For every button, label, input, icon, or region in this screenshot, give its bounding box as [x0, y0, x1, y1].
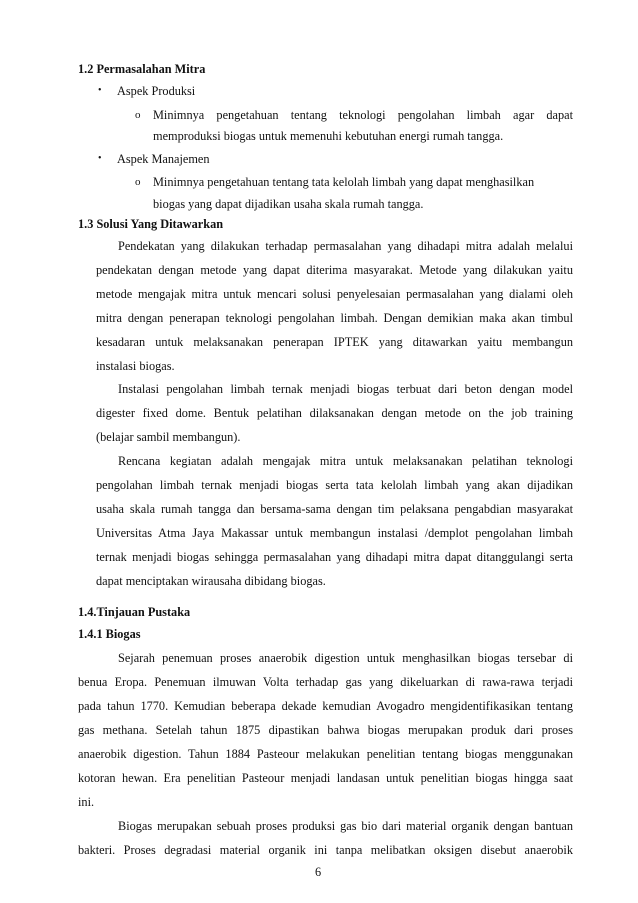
- paragraph-line: ini.: [78, 795, 95, 809]
- section-heading-1-3: 1.3 Solusi Yang Ditawarkan: [78, 217, 224, 231]
- paragraph-line: Biogas merupakan sebuah proses produksi gas bio dari material organik dengan bantuan: [118, 819, 573, 833]
- paragraph-line: kesadaran untuk melaksanakan penerapan IPTEK yang ditawarkan yaitu membangun: [96, 335, 573, 349]
- bullet-marker: •: [98, 85, 102, 96]
- paragraph-line: pengolahan limbah ternak menjadi biogas serta tata kelolah limbah yang akan dijadikan: [96, 478, 573, 492]
- paragraph-line: kotoran hewan. Era penelitian Pasteour menjadi landasan untuk penelitian biogas hingga saat: [78, 771, 573, 785]
- sub-bullet-text: Minimnya pengetahuan tentang teknologi pengolahan limbah agar dapat: [153, 108, 573, 122]
- paragraph-line: anaerobik digestion. Tahun 1884 Pasteour melakukan penelitian tentang biogas menggunakan: [78, 747, 573, 761]
- paragraph-line: instalasi biogas.: [96, 359, 175, 373]
- paragraph-line: Pendekatan yang dilakukan terhadap permasalahan yang dihadapi mitra adalah melalui: [118, 239, 573, 253]
- paragraph-line: ternak menjadi biogas sehingga permasalahan yang dihadapi mitra dapat ditanggulangi serta: [96, 550, 573, 564]
- paragraph-line: metode mengajak mitra untuk mencari solusi penyelesaian permasalahan yang dialami oleh: [96, 287, 573, 301]
- sub-bullet-text: Minimnya pengetahuan tentang tata kelolah limbah yang dapat menghasilkan: [153, 175, 535, 189]
- paragraph-line: Instalasi pengolahan limbah ternak menjadi biogas terbuat dari beton dengan model: [118, 382, 573, 396]
- sub-bullet-text: memproduksi biogas untuk memenuhi kebutuhan energi rumah tangga.: [153, 129, 504, 143]
- sub-bullet-text: biogas yang dapat dijadikan usaha skala rumah tangga.: [153, 197, 424, 211]
- paragraph-line: gas methana. Setelah tahun 1875 dipastikan bahwa biogas merupakan produk dari proses: [78, 723, 573, 737]
- paragraph-line: pendekatan dengan metode yang dapat diterima masyarakat. Metode yang dilakukan yaitu: [96, 263, 573, 277]
- bullet-marker: •: [98, 153, 102, 164]
- bullet-label-aspek-manajemen: Aspek Manajemen: [117, 152, 210, 166]
- paragraph-line: bakteri. Proses degradasi material organik ini tanpa melibatkan oksigen disebut anaerobik: [78, 843, 573, 857]
- paragraph-line: usaha skala rumah tangga dan bersama-sama dengan tim pelaksana pengabdian masyarakat: [96, 502, 573, 516]
- section-heading-1-2: 1.2 Permasalahan Mitra: [78, 62, 206, 76]
- paragraph-line: pada tahun 1770. Kemudian beberapa dekade kemudian Avogadro mengidentifikasikan tentang: [78, 699, 573, 713]
- bullet-label-aspek-produksi: Aspek Produksi: [117, 84, 196, 98]
- paragraph-line: Universitas Atma Jaya Makassar untuk membangun instalasi /demplot pengolahan limbah: [96, 526, 573, 540]
- paragraph-line: Rencana kegiatan adalah mengajak mitra untuk melaksanakan pelatihan teknologi: [118, 454, 573, 468]
- page-number: 6: [315, 865, 322, 879]
- sub-bullet-marker: o: [135, 176, 141, 188]
- section-heading-1-4-1: 1.4.1 Biogas: [78, 627, 141, 641]
- section-heading-1-4: 1.4.Tinjauan Pustaka: [78, 605, 191, 619]
- sub-bullet-marker: o: [135, 109, 141, 121]
- paragraph-line: dapat menciptakan wirausaha dibidang biogas.: [96, 574, 326, 588]
- paragraph-line: benua Eropa. Penemuan ilmuwan Volta terhadap gas yang dikeluarkan di rawa-rawa terjadi: [78, 675, 573, 689]
- paragraph-line: (belajar sambil membangun).: [96, 430, 241, 444]
- paragraph-line: mitra dengan penerapan teknologi pengolahan limbah. Dengan demikian maka akan timbul: [96, 311, 573, 325]
- paragraph-line: digester fixed dome. Bentuk pelatihan dilaksanakan dengan metode on the job training: [96, 406, 573, 420]
- paragraph-line: Sejarah penemuan proses anaerobik digestion untuk menghasilkan biogas tersebar di: [118, 651, 573, 665]
